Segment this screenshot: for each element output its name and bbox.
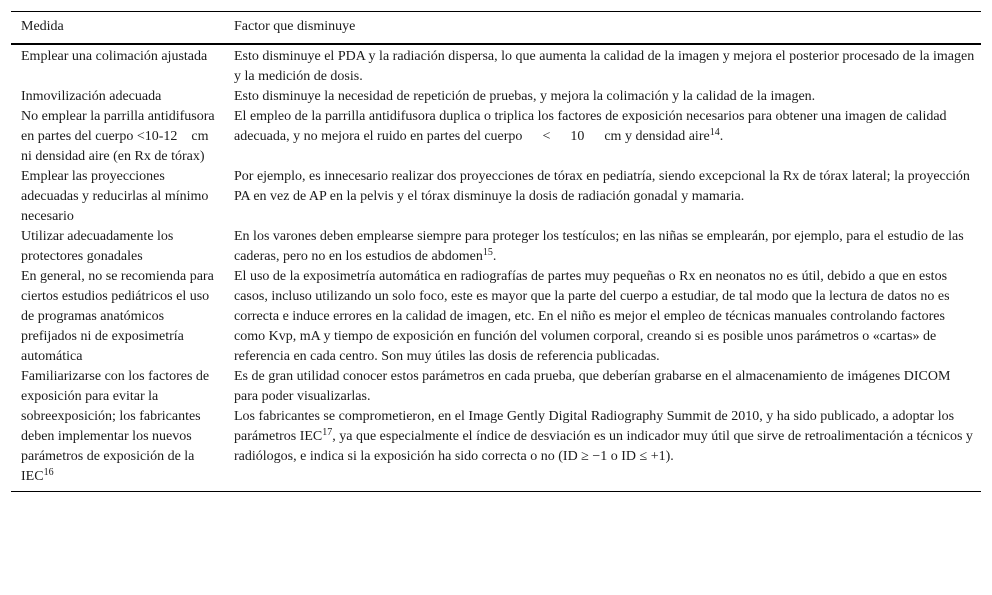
factor-lt: < — [542, 129, 551, 144]
measure-text: cm ni densidad aire (en Rx de tórax) — [21, 129, 209, 164]
factor-text: cm y densidad aire — [604, 129, 710, 144]
factor-paragraph: Es de gran utilidad conocer estos parámetros en cada prueba, que deberían grabarse en el almacenamiento de imágenes DICOM para poder visualizarlas. — [234, 369, 951, 404]
factor-paragraph — [234, 407, 975, 467]
factor-text: , ya que especialmente el índice de desviación es un indicador muy útil que sirve de retroalimentación a técnicos y radiólogos, e indica si la exposición ha sido correcta o no (ID ≥ −1 o ID ≤ +1). — [234, 429, 973, 464]
header-row — [11, 12, 981, 45]
reference-superscript[interactable]: 14 — [709, 127, 720, 138]
measure-cell — [11, 367, 224, 492]
factor-cell — [224, 107, 981, 167]
header-factor: Factor que disminuye — [234, 19, 356, 34]
factor-text: . — [719, 129, 724, 144]
factor-text: El empleo de la parrilla antidifusora duplica o triplica los factores de exposición necesarios para obtener una imagen de calidad adecuada, y no mejora el ruido en partes del cuerpo — [234, 109, 947, 144]
factor-text: Los fabricantes se comprometieron, en el Image Gently Digital Radiography Summit de 2010, y ha sido publicado, a adoptar los parámetros IEC — [234, 409, 955, 444]
factor-cell: Esto disminuye el PDA y la radiación dispersa, lo que aumenta la calidad de la imagen y mejora el posterior procesado de la imagen y la medición de dosis. — [234, 49, 975, 84]
measure-cell: Utilizar adecuadamente los protectores gonadales — [21, 229, 174, 264]
factor-text: . — [492, 249, 497, 264]
measure-text: Familiarizarse con los factores de exposición para evitar la sobreexposición; los fabricantes deben implementar los nuevos parámetros de exposición de la IEC — [21, 369, 210, 484]
factor-cell: El uso de la exposimetría automática en radiografías de partes muy pequeñas o Rx en neonatos no es útil, debido a que en estos casos, incluso utilizando un solo foco, este es mayor que la parte del cuerpo a estudiar, de tal modo que la lectura de datos no es correcta e induce errores en la calidad de imagen, etc. En el niño es mejor el empleo de técnicas manuales controlando factores como Kvp, mA y tiempo de exposición en función del volumen corporal, creando si es posible unos parámetros o «cartas» de referencia en cada centro. Son muy útiles las dosis de referencia publicadas. — [234, 269, 950, 364]
measure-cell: Inmovilización adecuada — [21, 89, 162, 104]
factor-cell: Esto disminuye la necesidad de repetición de pruebas, y mejora la colimación y la calidad de la imagen. — [234, 89, 816, 104]
reference-superscript[interactable]: 17 — [322, 427, 333, 438]
measure-cell: Emplear las proyecciones adecuadas y reducirlas al mínimo necesario — [21, 169, 209, 224]
table-row — [11, 44, 981, 87]
factor-cell — [224, 367, 981, 492]
measure-cell — [11, 107, 224, 167]
measure-cell: En general, no se recomienda para ciertos estudios pediátricos el uso de programas anatómicos prefijados ni de exposimetría automática — [21, 269, 214, 364]
table-row — [11, 227, 981, 267]
table-row — [11, 367, 981, 492]
factor-text: En los varones deben emplearse siempre para proteger los testículos; en las niñas se emplearán, por ejemplo, para el estudio de las caderas, pero no en los estudios de abdomen — [234, 229, 964, 264]
factor-cell: Por ejemplo, es innecesario realizar dos proyecciones de tórax en pediatría, siendo excepcional la Rx de tórax lateral; la proyección PA en vez de AP en la pelvis y el tórax disminuye la dosis de radiación gonadal y mamaria. — [234, 169, 970, 204]
table-row — [11, 267, 981, 367]
measure-cell: Emplear una colimación ajustada — [21, 49, 208, 64]
table-header — [11, 12, 981, 45]
pediatric-radiation-measures-table — [11, 11, 981, 492]
factor-cell — [224, 227, 981, 267]
table-body — [11, 44, 981, 492]
table-row — [11, 87, 981, 107]
factor-number: 10 — [570, 129, 585, 144]
data-table-container — [11, 11, 981, 492]
measure-text: No emplear la parrilla antidifusora en partes del cuerpo <10-12 — [21, 109, 215, 144]
reference-superscript[interactable]: 15 — [482, 247, 493, 258]
reference-superscript[interactable]: 16 — [43, 467, 54, 478]
table-row — [11, 167, 981, 227]
header-measure: Medida — [21, 19, 64, 34]
table-row — [11, 107, 981, 167]
